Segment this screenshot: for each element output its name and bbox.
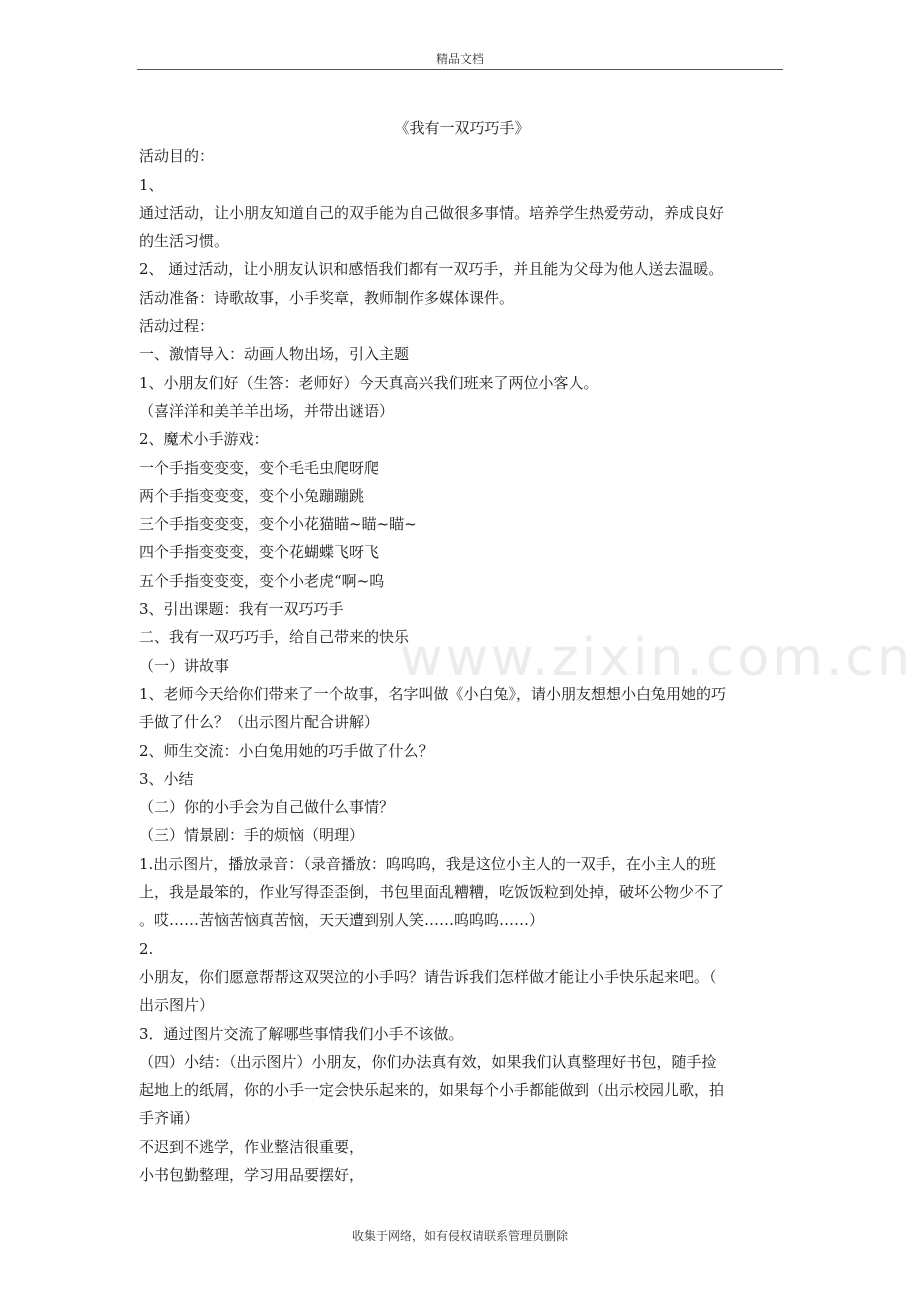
- text-line: （喜洋洋和美羊羊出场，并带出谜语）: [139, 401, 395, 420]
- text-line: 不迟到不逃学，作业整洁很重要，: [139, 1137, 365, 1156]
- text-line: 1、老师今天给你们带来了一个故事，名字叫做《小白兔》，请小朋友想想小白兔用她的巧: [139, 684, 727, 703]
- watermark-text: www.zixin.com.cn: [400, 628, 913, 688]
- text-line: 。哎……苦恼苦恼真苦恼，天天遭到别人笑……呜呜呜……）: [139, 911, 545, 930]
- text-line: 小朋友，你们愿意帮帮这双哭泣的小手吗？请告诉我们怎样做才能让小手快乐起来吧。（: [139, 967, 717, 986]
- text-line: 2、师生交流：小白兔用她的巧手做了什么？: [139, 741, 434, 760]
- text-line: 一、激情导入：动画人物出场，引入主题: [139, 345, 410, 364]
- text-line: 两个手指变变变，变个小兔蹦蹦跳: [139, 486, 365, 505]
- text-line: 起地上的纸屑，你的小手一定会快乐起来的，如果每个小手都能做到（出示校园儿歌，拍: [139, 1081, 725, 1100]
- text-line: 一个手指变变变，变个毛毛虫爬呀爬: [139, 458, 380, 477]
- text-line: 五个手指变变变，变个小老虎“啊~呜: [139, 571, 385, 590]
- text-line: 2、魔术小手游戏：: [139, 430, 269, 449]
- text-line: 活动过程：: [139, 317, 215, 336]
- text-line: （二）你的小手会为自己做什么事情？: [139, 798, 395, 817]
- text-line: 手做了什么？（出示图片配合讲解）: [139, 713, 380, 732]
- text-line: （四）小结：（出示图片）小朋友，你们办法真有效，如果我们认真整理好书包，随手捡: [139, 1052, 717, 1071]
- text-line: 的生活习惯。: [139, 232, 230, 251]
- text-line: 小书包勤整理，学习用品要摆好，: [139, 1165, 365, 1184]
- text-line: 三个手指变变变，变个小花猫瞄~瞄~瞄~: [139, 515, 417, 534]
- text-line: （三）情景剧：手的烦恼（明理）: [139, 826, 365, 845]
- page-footer: 收集于网络，如有侵权请联系管理员删除: [351, 1229, 568, 1243]
- page-header: 精品文档: [435, 52, 484, 66]
- text-line: 通过活动，让小朋友知道自己的双手能为自己做很多事情。培养学生热爱劳动，养成良好: [139, 203, 725, 222]
- document-body: [139, 114, 785, 1189]
- text-line: 活动目的：: [139, 147, 215, 166]
- text-line: 上，我是最笨的，作业写得歪歪倒，书包里面乱糟糟，吃饭饭粒到处掉，破坏公物少不了: [139, 883, 725, 902]
- text-line: 1、: [139, 175, 164, 194]
- text-line: 2、 通过活动，让小朋友认识和感悟我们都有一双巧手，并且能为父母为他人送去温暖。: [139, 260, 724, 279]
- header-divider: [137, 69, 783, 70]
- text-line: 出示图片）: [139, 996, 215, 1015]
- text-line: 手齐诵）: [139, 1109, 200, 1128]
- text-line: 3、小结: [139, 769, 194, 788]
- text-line: 1.出示图片，播放录音：（录音播放：呜呜呜，我是这位小主人的一双手，在小主人的班: [139, 854, 716, 873]
- text-line: 二、我有一双巧巧手，给自己带来的快乐: [139, 628, 410, 647]
- text-line: 3、引出课题：我有一双巧巧手: [139, 600, 344, 619]
- text-line: 3．通过图片交流了解哪些事情我们小手不该做。: [139, 1024, 464, 1043]
- text-line: （一）讲故事: [139, 656, 230, 675]
- document-lines: [139, 142, 785, 1189]
- document-title: 《我有一双巧巧手》: [394, 119, 530, 137]
- text-line: 活动准备：诗歌故事，小手奖章，教师制作多媒体课件。: [139, 288, 515, 307]
- text-line: 2.: [139, 939, 154, 958]
- text-line: 四个手指变变变，变个花蝴蝶飞呀飞: [139, 543, 380, 562]
- text-line: 1、小朋友们好（生答：老师好）今天真高兴我们班来了两位小客人。: [139, 373, 599, 392]
